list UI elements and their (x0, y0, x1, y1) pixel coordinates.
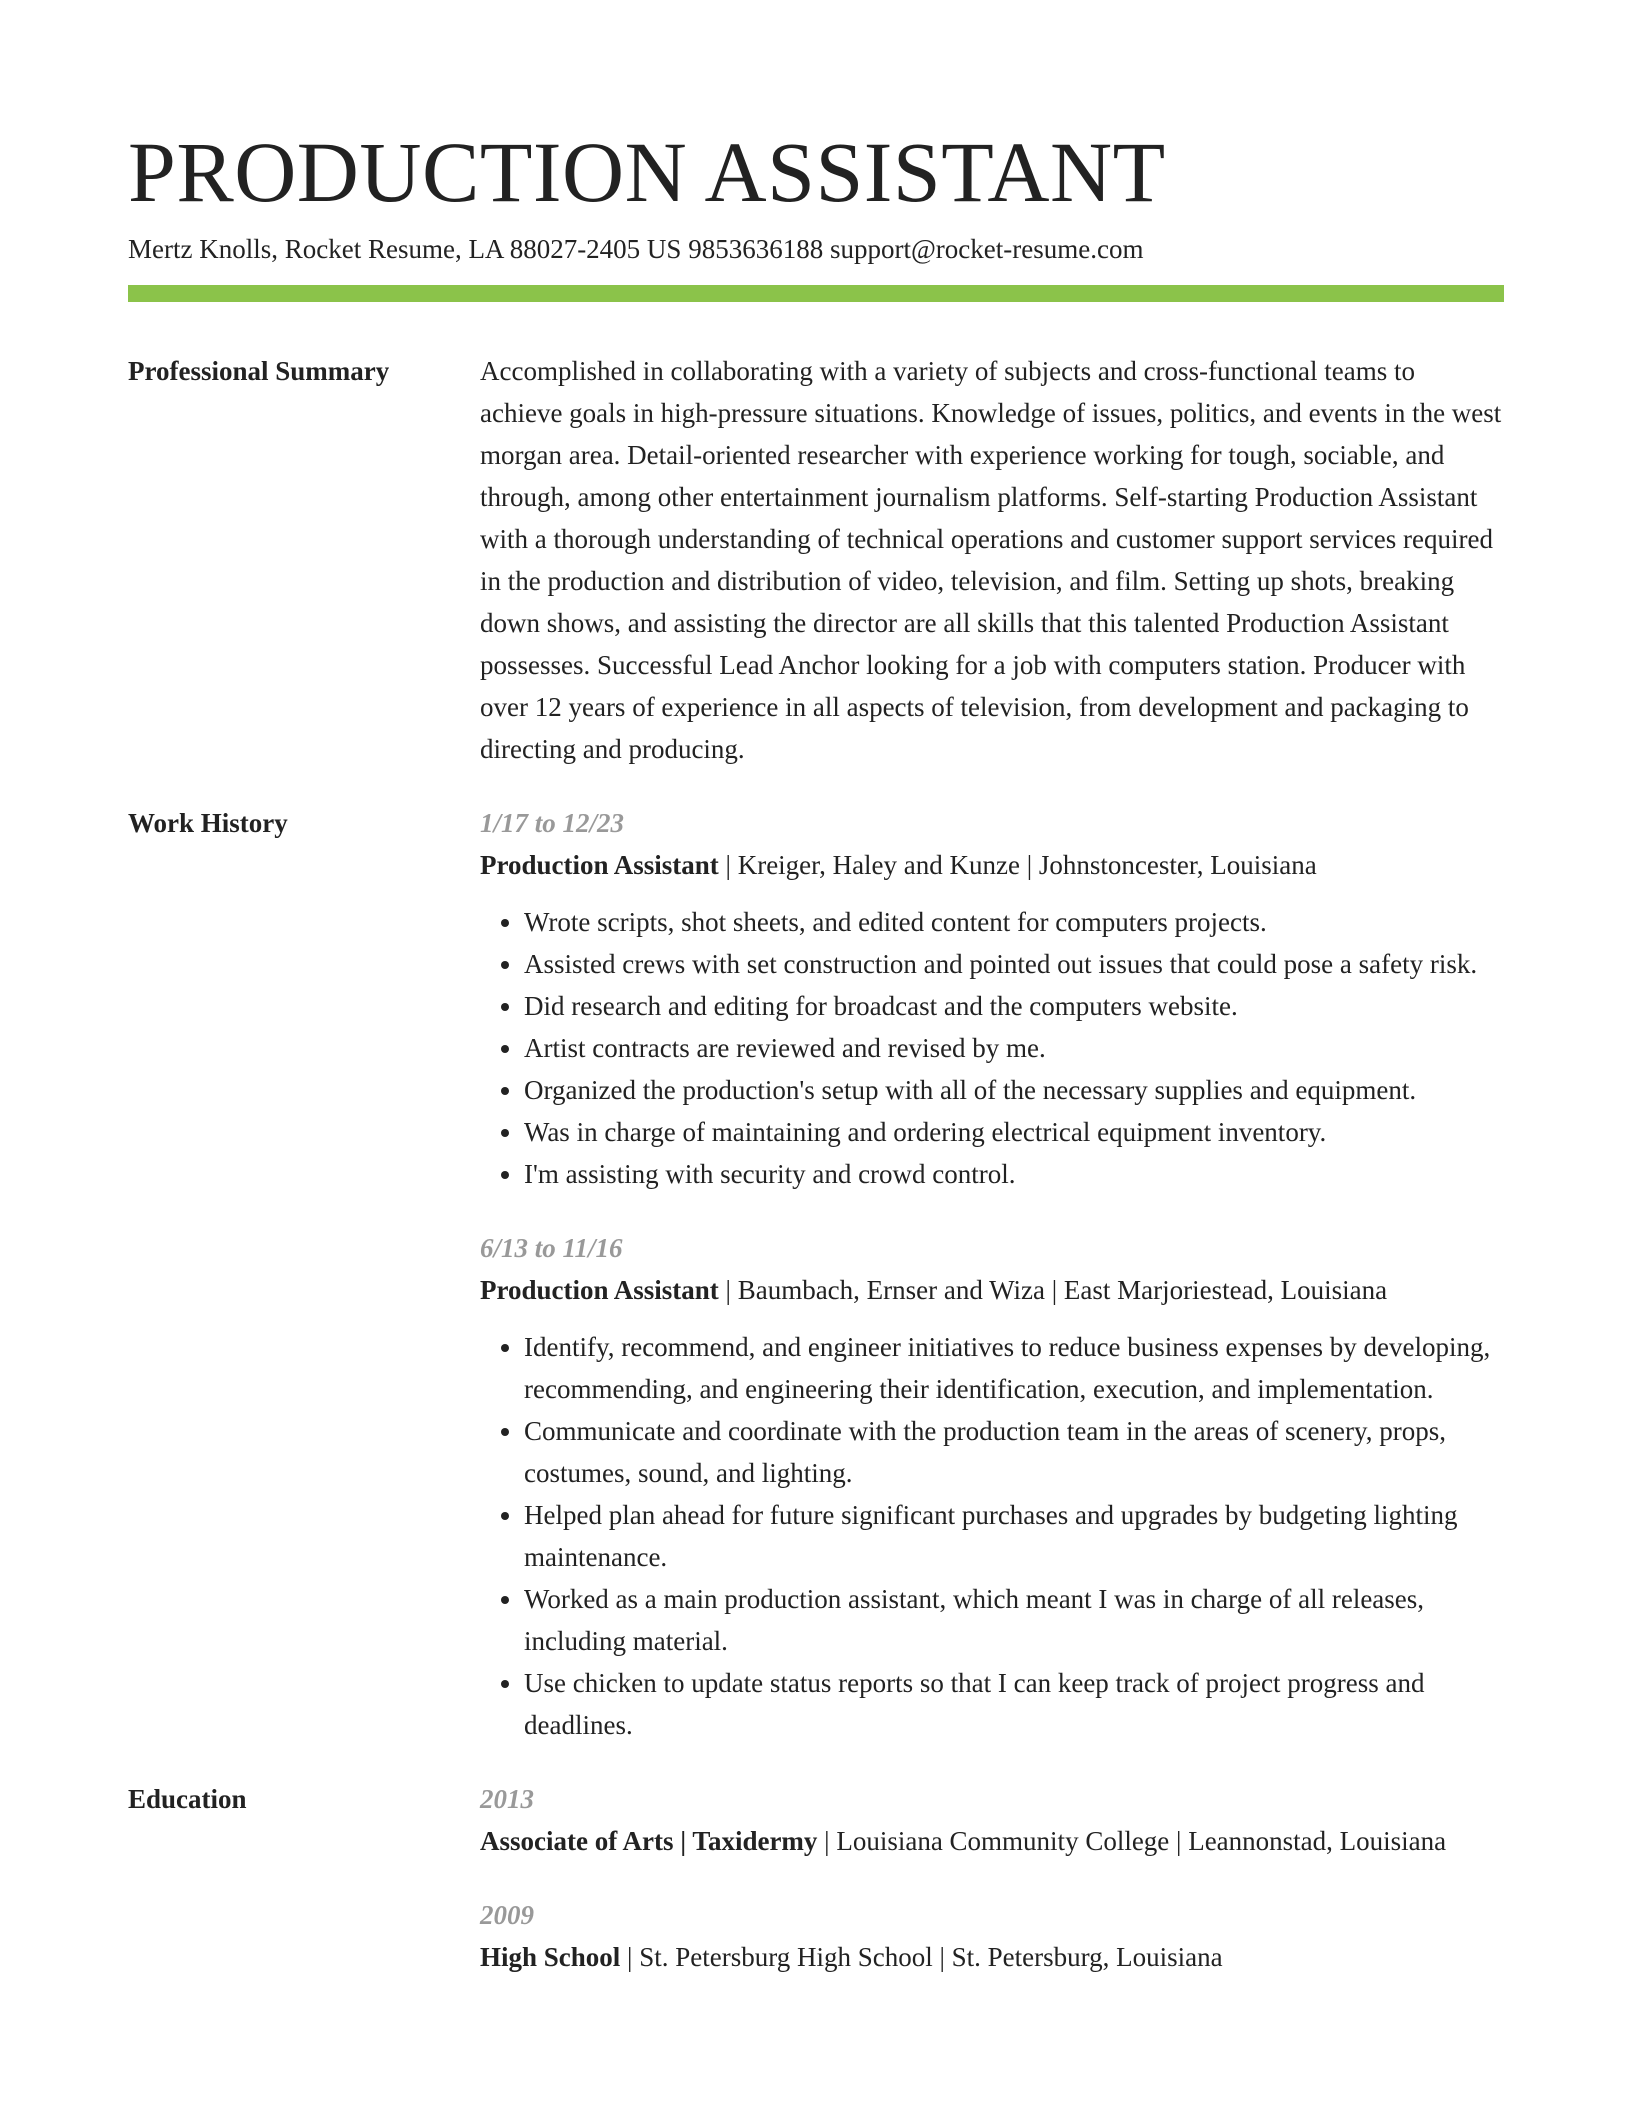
job-details: | Baumbach, Ernser and Wiza | East Marjoriestead, Louisiana (718, 1275, 1388, 1305)
education-degree: Associate of Arts | Taxidermy (480, 1826, 818, 1856)
education-line (480, 1936, 1504, 1978)
accent-divider (128, 285, 1504, 302)
education-heading: Education (128, 1784, 247, 1814)
education-section (128, 1778, 1504, 1978)
job-bullet: • Was in charge of maintaining and ordering electrical equipment inventory. (524, 1111, 1504, 1153)
job-entry (480, 802, 1504, 1195)
job-bullet: • Worked as a main production assistant, which meant I was in charge of all releases, including material. (524, 1578, 1504, 1662)
resume-content (128, 350, 1504, 1978)
job-bullet: • Did research and editing for broadcast and the computers website. (524, 985, 1504, 1027)
education-details: | St. Petersburg High School | St. Petersburg, Louisiana (620, 1942, 1223, 1972)
job-entry (480, 1227, 1504, 1746)
job-bullet: • Use chicken to update status reports so that I can keep track of project progress and deadlines. (524, 1662, 1504, 1746)
work-history-heading: Work History (128, 808, 288, 838)
job-bullet-list (480, 901, 1504, 1195)
education-degree: High School (480, 1942, 621, 1972)
education-body (480, 1778, 1504, 1978)
job-bullet: • I'm assisting with security and crowd control. (524, 1153, 1504, 1195)
summary-section (128, 350, 1504, 770)
job-bullet: • Assisted crews with set construction and pointed out issues that could pose a safety risk. (524, 943, 1504, 985)
job-bullet: • Artist contracts are reviewed and revised by me. (524, 1027, 1504, 1069)
job-heading (480, 844, 1504, 886)
summary-text: Accomplished in collaborating with a variety of subjects and cross-functional teams to achieve goals in high-pressure situations. Knowledge of issues, politics, and events in the west morgan area. Detail-oriented researcher with experience working for tough, sociable, and through, among other entertainment journalism platforms. Self-starting Production Assistant with a thorough understanding of technical operations and customer support services required in the production and distribution of video, television, and film. Setting up shots, breaking down shows, and assisting the director are all skills that this talented Production Assistant possesses. Successful Lead Anchor looking for a job with computers station. Producer with over 12 years of experience in all aspects of television, from development and packaging to directing and producing. (480, 356, 1502, 764)
work-history-body (480, 802, 1504, 1746)
job-bullet: • Communicate and coordinate with the production team in the areas of scenery, props, costumes, sound, and lighting. (524, 1410, 1504, 1494)
job-bullet-list (480, 1326, 1504, 1746)
job-bullet: • Wrote scripts, shot sheets, and edited content for computers projects. (524, 901, 1504, 943)
job-bullet: • Helped plan ahead for future significant purchases and upgrades by budgeting lighting maintenance. (524, 1494, 1504, 1578)
resume-title: PRODUCTION ASSISTANT (128, 124, 1166, 220)
contact-info: Mertz Knolls, Rocket Resume, LA 88027-2405 US 9853636188 support@rocket-resume.com (128, 234, 1144, 264)
job-title: Production Assistant (480, 1275, 719, 1305)
job-title: Production Assistant (480, 850, 719, 880)
education-entry (480, 1778, 1504, 1862)
education-year: 2013 (480, 1784, 534, 1814)
education-line (480, 1820, 1504, 1862)
job-dates: 1/17 to 12/23 (480, 808, 625, 838)
summary-heading: Professional Summary (128, 356, 390, 386)
job-heading (480, 1269, 1504, 1311)
job-dates: 6/13 to 11/16 (480, 1233, 623, 1263)
job-details: | Kreiger, Haley and Kunze | Johnstoncester, Louisiana (718, 850, 1317, 880)
job-bullet: • Identify, recommend, and engineer initiatives to reduce business expenses by developing, recommending, and engineering their identification, execution, and implementation. (524, 1326, 1504, 1410)
summary-body (480, 350, 1504, 770)
education-year: 2009 (480, 1900, 534, 1930)
job-bullet: • Organized the production's setup with all of the necessary supplies and equipment. (524, 1069, 1504, 1111)
education-details: | Louisiana Community College | Leannonstad, Louisiana (817, 1826, 1447, 1856)
work-history-section (128, 802, 1504, 1746)
education-entry (480, 1894, 1504, 1978)
